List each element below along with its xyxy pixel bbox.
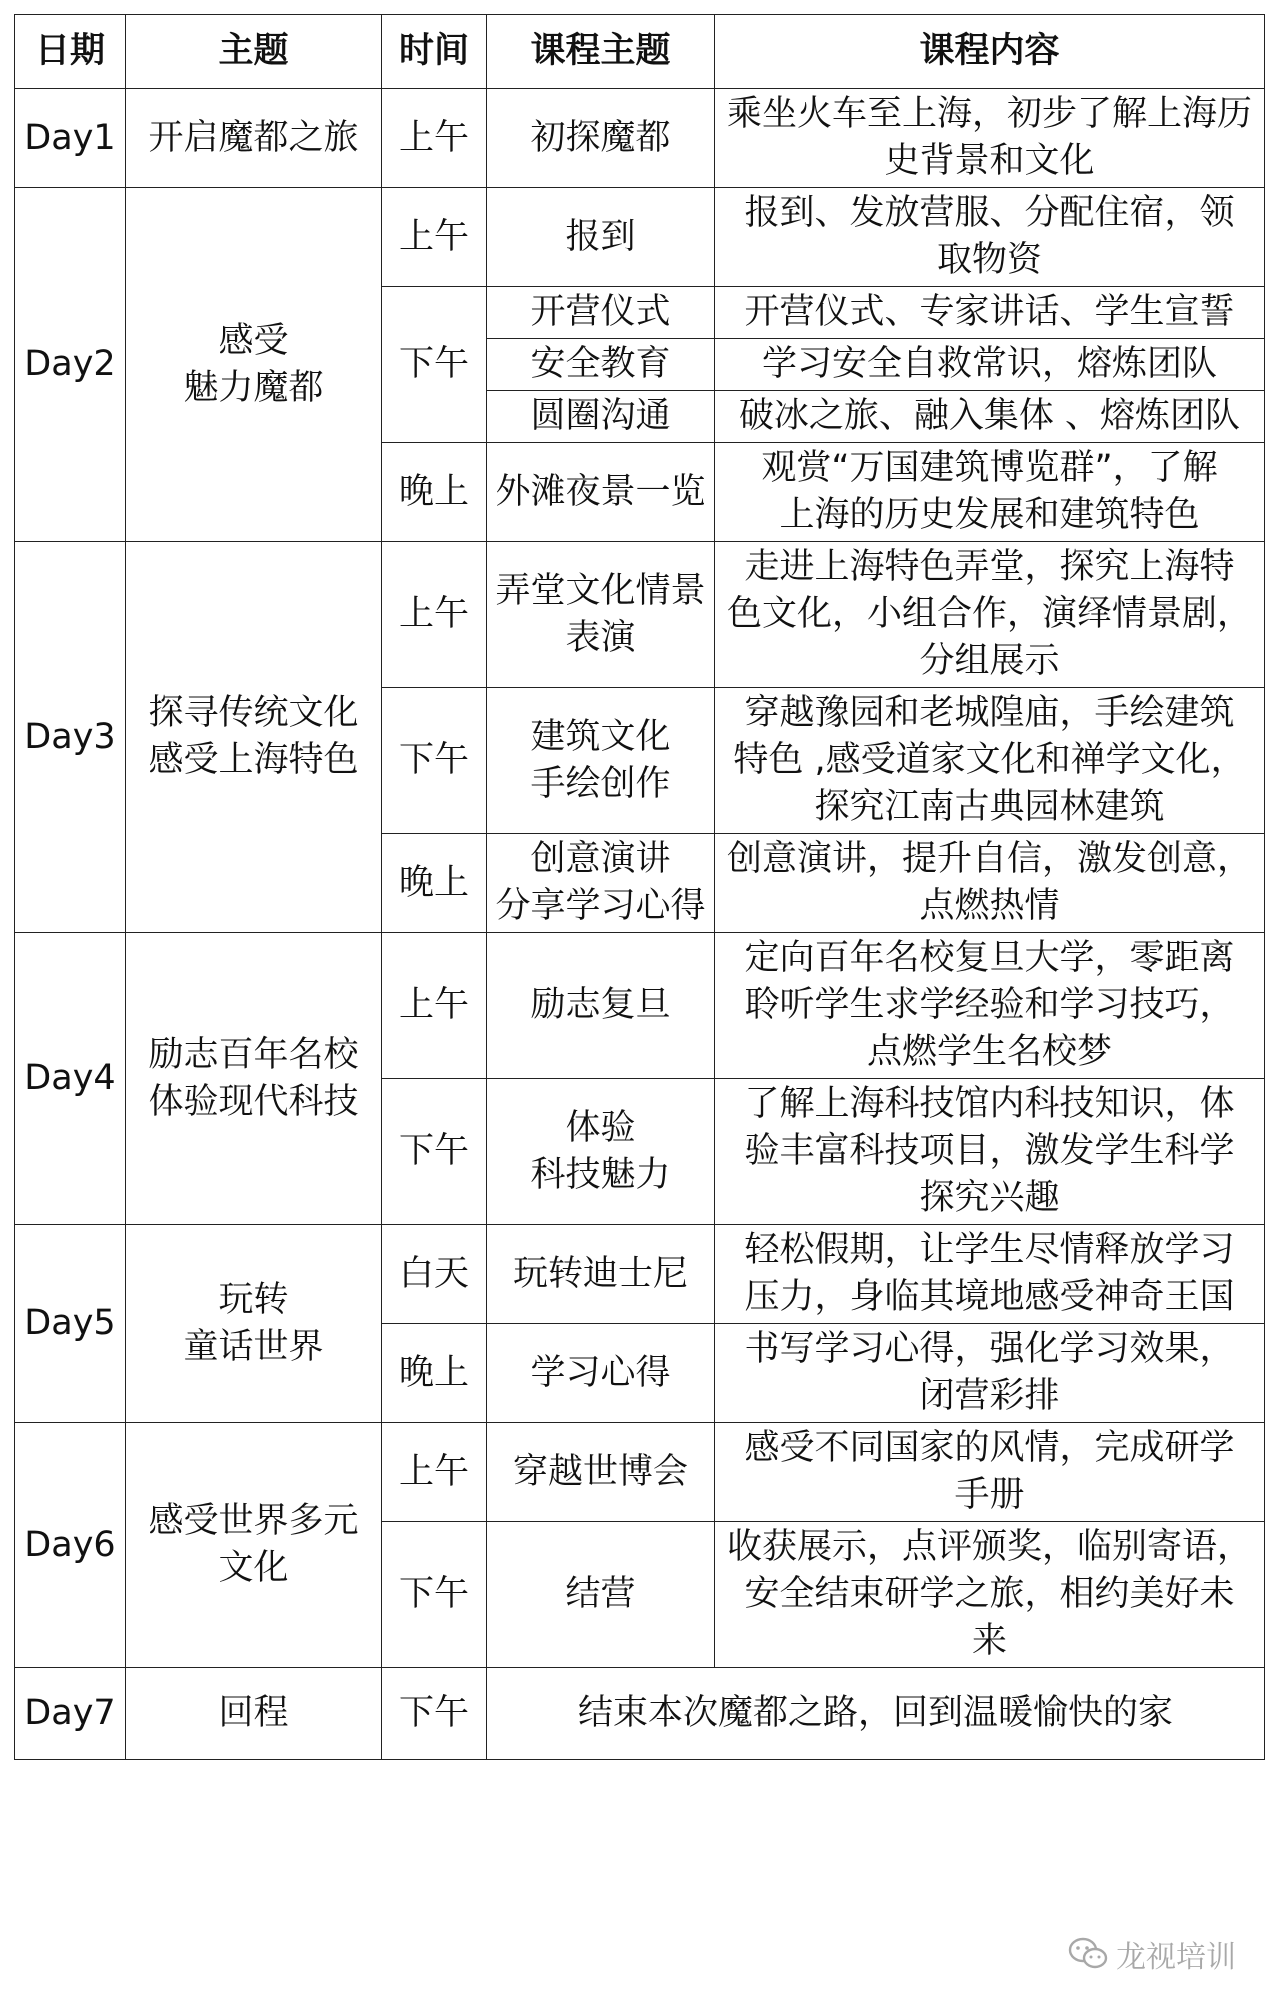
theme-line: 感受上海特色 [148,740,359,780]
theme-line: 励志百年名校 [148,1034,359,1075]
day-cell: Day5 [15,1225,126,1423]
content-line: 穿越豫园和老城隍庙，手绘建筑 [744,693,1235,733]
content-line: 特色 ,感受道家文化和禅学文化， [733,740,1246,780]
content-line: 感受不同国家的风情，完成研学 [744,1428,1235,1468]
table-row [15,89,1265,188]
course-content-cell [715,1324,1265,1423]
content-line: 点燃热情 [919,886,1060,926]
theme-line: 魅力魔都 [183,367,324,408]
topic-line: 玩转迪士尼 [512,1253,688,1294]
theme-cell [126,188,382,542]
content-line: 分组展示 [919,641,1060,681]
course-topic-cell [487,1225,715,1324]
topic-line: 创意演讲 [530,839,671,879]
content-line: 色文化，小组合作，演绎情景剧， [726,594,1252,634]
topic-line: 初探魔都 [530,117,671,158]
content-line: 上海的历史发展和建筑特色 [779,495,1200,535]
topic-line: 结营 [565,1574,636,1614]
course-content-cell [715,188,1265,287]
time-cell: 上午 [382,933,487,1079]
theme-line: 开启魔都之旅 [148,117,359,158]
time-cell: 上午 [382,89,487,188]
content-line: 点燃学生名校梦 [866,1032,1112,1072]
theme-line: 探寻传统文化 [148,693,359,733]
topic-line: 励志复旦 [530,985,671,1025]
course-content-cell [715,688,1265,834]
course-topic-cell [487,1324,715,1423]
theme-cell [126,89,382,188]
header-theme: 主题 [126,15,382,89]
content-line: 走进上海特色弄堂，探究上海特 [744,547,1235,587]
theme-line: 感受 [218,320,289,361]
time-cell: 下午 [382,1522,487,1668]
time-cell: 下午 [382,688,487,834]
content-line: 结束本次魔都之路，回到温暖愉快的家 [577,1693,1173,1733]
content-line: 了解上海科技馆内科技知识，体 [744,1084,1235,1124]
content-line: 来 [971,1621,1007,1661]
topic-line: 外滩夜景一览 [495,471,706,512]
time-cell: 下午 [382,1079,487,1225]
course-content-cell [715,1423,1265,1522]
course-topic-cell [487,188,715,287]
wechat-icon [1068,1937,1108,1971]
content-line: 书写学习心得，强化学习效果， [744,1329,1235,1369]
time-cell: 晚上 [382,1324,487,1423]
course-topic-cell [487,391,715,443]
day-cell: Day7 [15,1668,126,1760]
topic-line: 开营仪式 [530,292,671,332]
course-topic-cell [487,1423,715,1522]
content-line: 手册 [954,1475,1025,1515]
course-topic-cell [487,1522,715,1668]
table-row [15,1225,1265,1324]
topic-line: 穿越世博会 [512,1451,688,1492]
content-line: 报到、发放营服、分配住宿，领 [744,193,1235,233]
content-line: 观赏“万国建筑博览群”，了解 [761,448,1218,488]
content-line: 破冰之旅、融入集体 、熔炼团队 [738,396,1241,436]
course-topic-cell [487,89,715,188]
theme-line: 童话世界 [183,1326,324,1367]
course-content-cell [715,443,1265,542]
header-course-topic: 课程主题 [487,15,715,89]
watermark [1068,1932,1236,1976]
topic-line: 分享学习心得 [495,886,706,926]
time-cell: 白天 [382,1225,487,1324]
content-line: 探究兴趣 [919,1178,1060,1218]
day-cell: Day2 [15,188,126,542]
theme-cell [126,1225,382,1423]
content-line: 收获展示，点评颁奖，临别寄语， [726,1527,1252,1567]
theme-line: 玩转 [218,1279,289,1320]
topic-line: 建筑文化 [530,716,671,757]
course-content-cell [715,933,1265,1079]
table-row [15,1423,1265,1522]
theme-line: 文化 [218,1548,289,1588]
course-topic-cell [487,834,715,933]
course-content-cell [715,834,1265,933]
course-content-cell [715,542,1265,688]
header-course-content: 课程内容 [715,15,1265,89]
course-topic-cell [487,443,715,542]
table-row [15,542,1265,688]
course-content-cell [715,339,1265,391]
theme-line: 回程 [218,1693,289,1733]
topic-line: 科技魅力 [530,1154,671,1195]
time-cell: 上午 [382,542,487,688]
theme-cell [126,542,382,933]
topic-line: 学习心得 [530,1352,671,1393]
course-content-cell [487,1668,1265,1760]
table-row [15,933,1265,1079]
content-line: 压力，身临其境地感受神奇王国 [744,1277,1235,1317]
theme-line: 感受世界多元 [148,1501,359,1541]
content-line: 闭营彩排 [919,1376,1060,1416]
content-line: 史背景和文化 [884,141,1095,181]
theme-cell [126,933,382,1225]
content-line: 乘坐火车至上海，初步了解上海历 [726,94,1252,134]
header-row [15,15,1265,89]
course-topic-cell [487,287,715,339]
topic-line: 安全教育 [530,344,671,384]
content-line: 聆听学生求学经验和学习技巧， [744,985,1235,1025]
course-content-cell [715,1522,1265,1668]
watermark-text: 龙视培训 [1116,1940,1236,1975]
content-line: 定向百年名校复旦大学，零距离 [744,938,1235,978]
content-line: 开营仪式、专家讲话、学生宣誓 [744,292,1235,332]
time-cell: 上午 [382,188,487,287]
time-cell: 下午 [382,287,487,443]
theme-line: 体验现代科技 [148,1081,359,1122]
content-line: 轻松假期，让学生尽情释放学习 [744,1230,1235,1270]
course-content-cell [715,287,1265,339]
time-cell: 晚上 [382,834,487,933]
content-line: 探究江南古典园林建筑 [814,787,1165,827]
itinerary-table [14,14,1265,1760]
header-date: 日期 [15,15,126,89]
time-cell: 上午 [382,1423,487,1522]
time-cell: 下午 [382,1668,487,1760]
course-content-cell [715,89,1265,188]
course-content-cell [715,1225,1265,1324]
table-row [15,1668,1265,1760]
itinerary-body [15,89,1265,1760]
content-line: 验丰富科技项目，激发学生科学 [744,1131,1235,1171]
course-topic-cell [487,1079,715,1225]
topic-line: 圆圈沟通 [530,396,671,436]
header-time: 时间 [382,15,487,89]
course-topic-cell [487,542,715,688]
content-line: 学习安全自救常识，熔炼团队 [761,344,1217,384]
course-content-cell [715,391,1265,443]
theme-cell [126,1423,382,1668]
day-cell: Day4 [15,933,126,1225]
time-cell: 晚上 [382,443,487,542]
day-cell: Day3 [15,542,126,933]
content-line: 安全结束研学之旅，相约美好未 [744,1574,1235,1614]
table-row [15,188,1265,287]
course-topic-cell [487,339,715,391]
topic-line: 弄堂文化情景 [495,570,706,611]
theme-cell [126,1668,382,1760]
course-topic-cell [487,933,715,1079]
course-topic-cell [487,688,715,834]
topic-line: 表演 [565,617,636,658]
course-content-cell [715,1079,1265,1225]
content-line: 取物资 [936,240,1042,280]
topic-line: 手绘创作 [530,763,671,804]
topic-line: 体验 [565,1107,636,1148]
content-line: 创意演讲，提升自信，激发创意， [726,839,1252,879]
day-cell: Day1 [15,89,126,188]
day-cell: Day6 [15,1423,126,1668]
itinerary-sheet [14,14,1265,1760]
topic-line: 报到 [565,216,636,257]
